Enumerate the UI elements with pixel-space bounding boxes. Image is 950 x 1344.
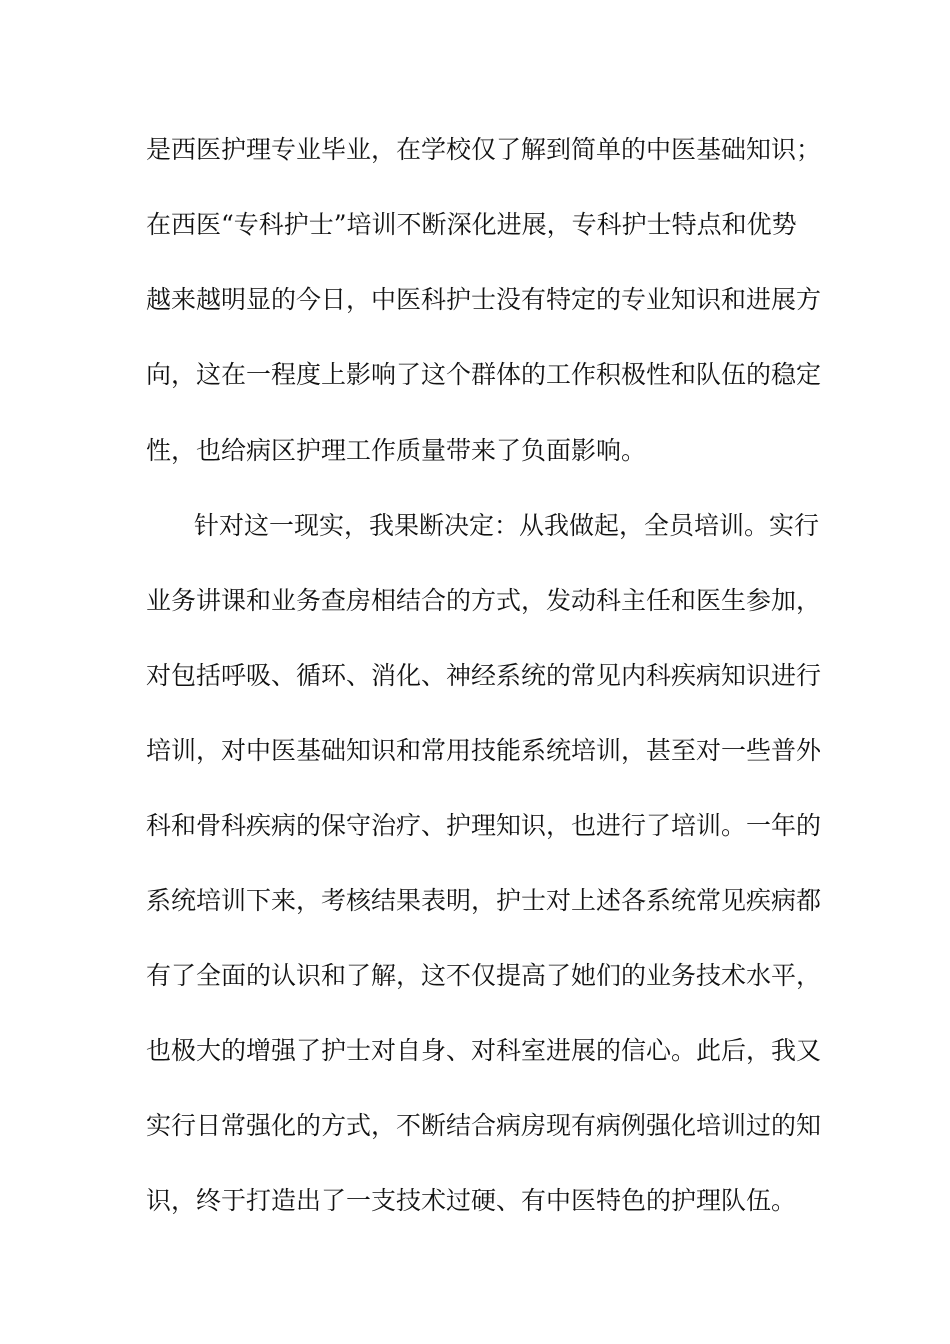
paragraph-2-line-6: 系统培训下来，考核结果表明，护士对上述各系统常见疾病都 [146,886,822,915]
paragraph-1-line-3: 越来越明显的今日，中医科护士没有特定的专业知识和进展方 [146,285,822,314]
paragraph-1-line-4: 向，这在一程度上影响了这个群体的工作积极性和队伍的稳定 [146,360,822,389]
paragraph-1-line-1: 是西医护理专业毕业，在学校仅了解到简单的中医基础知识； [146,135,822,164]
paragraph-2-line-2: 业务讲课和业务查房相结合的方式，发动科主任和医生参加， [146,586,822,615]
paragraph-2-line-9: 实行日常强化的方式，不断结合病房现有病例强化培训过的知 [146,1111,822,1140]
paragraph-2-line-8: 也极大的增强了护士对自身、对科室进展的信心。此后，我又 [146,1036,822,1065]
paragraph-2-line-5: 科和骨科疾病的保守治疗、护理知识，也进行了培训。一年的 [146,811,822,840]
paragraph-1-line-2: 在西医“专科护士”培训不断深化进展，专科护士特点和优势 [146,210,797,239]
paragraph-2-line-7: 有了全面的认识和了解，这不仅提高了她们的业务技术水平， [146,961,822,990]
paragraph-1-line-5: 性，也给病区护理工作质量带来了负面影响。 [146,436,647,465]
paragraph-2-line-4: 培训，对中医基础知识和常用技能系统培训，甚至对一些普外 [146,736,822,765]
paragraph-2-line-10: 识，终于打造出了一支技术过硬、有中医特色的护理队伍。 [146,1186,797,1215]
paragraph-2-line-1: 针对这一现实，我果断决定：从我做起，全员培训。实行 [194,511,820,540]
paragraph-2-line-3: 对包括呼吸、循环、消化、神经系统的常见内科疾病知识进行 [146,661,822,690]
